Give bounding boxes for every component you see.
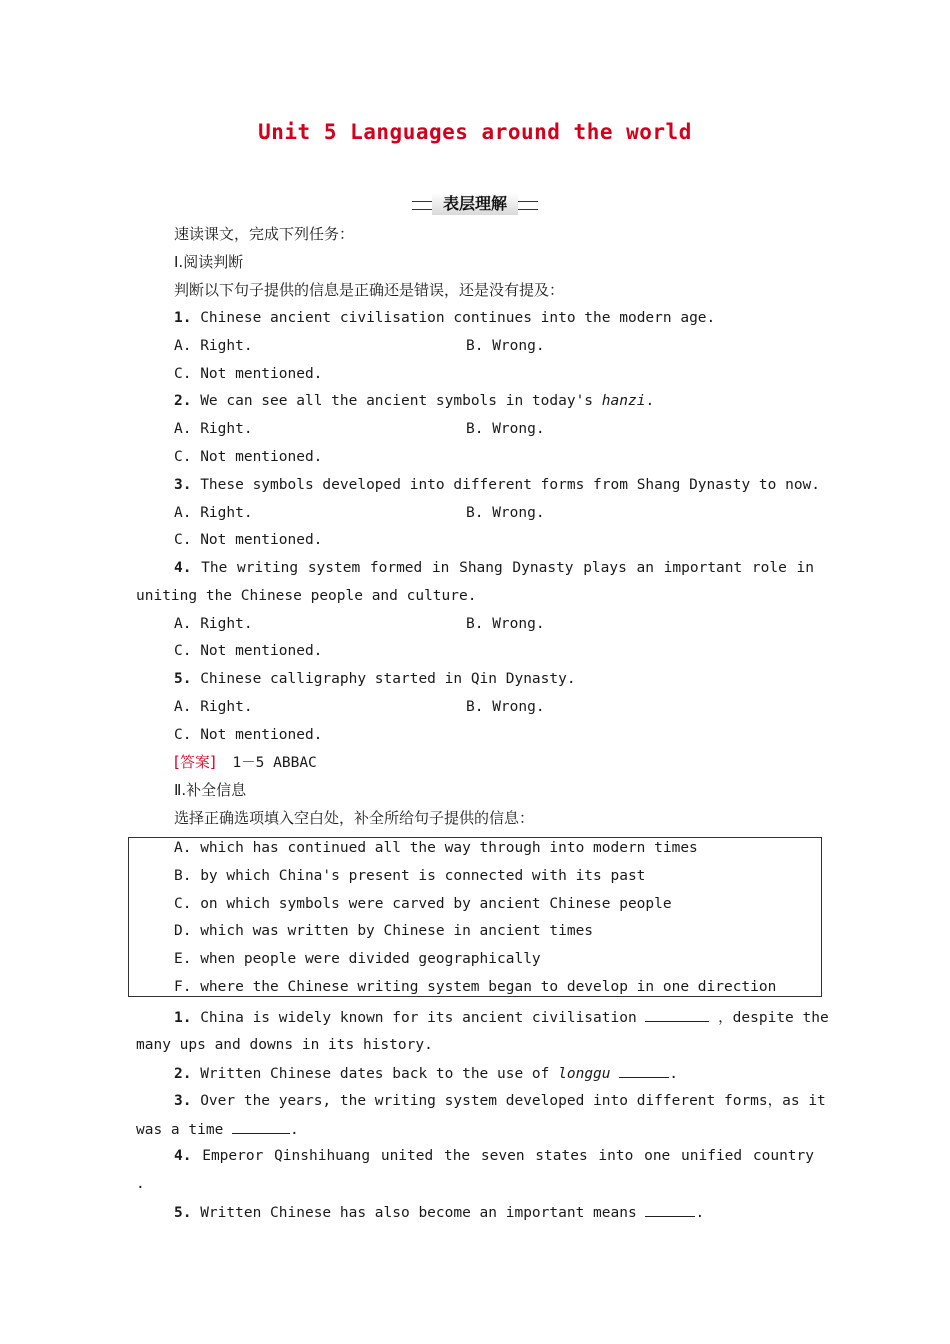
question-3 bbox=[174, 475, 820, 495]
sentence-text: Written Chinese dates back to the use of bbox=[200, 1066, 559, 1082]
choice-c: C. on which symbols were carved by ancient Chinese people bbox=[174, 896, 672, 912]
sentence-text: was a time bbox=[136, 1122, 224, 1138]
sentence-4 bbox=[174, 1146, 814, 1166]
sentence-number: 2. bbox=[174, 1066, 192, 1082]
question-5 bbox=[174, 669, 576, 689]
question-text-end: . bbox=[645, 393, 655, 409]
sentence-3 bbox=[174, 1091, 826, 1111]
choice-e: E. when people were divided geographically bbox=[174, 951, 541, 967]
option-c: C. Not mentioned. bbox=[174, 532, 323, 548]
sentence-text: Over the years, the writing system developed into different forms，as it bbox=[200, 1093, 826, 1109]
option-b: B. Wrong. bbox=[466, 616, 545, 632]
option-a: A. Right. bbox=[174, 505, 253, 521]
sentence-text: Emperor Qinshihuang united the seven states into one unified country bbox=[202, 1148, 814, 1164]
part1-instruction: 判断以下句子提供的信息是正确还是错误，还是没有提及： bbox=[174, 281, 565, 299]
sentence-4-continued: . bbox=[136, 1176, 145, 1192]
option-b: B. Wrong. bbox=[466, 421, 545, 437]
option-c: C. Not mentioned. bbox=[174, 727, 323, 743]
options-box bbox=[128, 837, 822, 997]
question-4 bbox=[174, 558, 814, 578]
answer-line bbox=[174, 752, 317, 773]
part1-heading: Ⅰ.阅读判断 bbox=[174, 253, 244, 271]
sentence-text-end: ，despite the bbox=[718, 1010, 829, 1026]
answer-blank[interactable] bbox=[645, 1007, 709, 1022]
option-c: C. Not mentioned. bbox=[174, 643, 323, 659]
intro-text: 速读课文，完成下列任务： bbox=[174, 225, 355, 243]
answer-tag: [答案] bbox=[174, 753, 216, 771]
sentence-text: China is widely known for its ancient civilisation bbox=[200, 1010, 637, 1026]
banner-left-rule bbox=[412, 201, 432, 210]
option-b: B. Wrong. bbox=[466, 505, 545, 521]
choice-f: F. where the Chinese writing system began to develop in one direction bbox=[174, 979, 777, 995]
question-2 bbox=[174, 391, 654, 411]
section-banner bbox=[412, 193, 538, 215]
sentence-number: 1. bbox=[174, 1010, 192, 1026]
section-label: 表层理解 bbox=[432, 193, 518, 215]
option-a: A. Right. bbox=[174, 421, 253, 437]
sentence-number: 5. bbox=[174, 1205, 192, 1221]
option-a: A. Right. bbox=[174, 338, 253, 354]
question-number: 4. bbox=[174, 560, 192, 576]
sentence-2 bbox=[174, 1063, 678, 1084]
sentence-text-end: . bbox=[669, 1066, 678, 1082]
option-a: A. Right. bbox=[174, 699, 253, 715]
question-4-continued: uniting the Chinese people and culture. bbox=[136, 588, 477, 604]
banner-right-rule bbox=[518, 201, 538, 210]
answer-blank[interactable] bbox=[619, 1063, 669, 1078]
question-text: The writing system formed in Shang Dynasty plays an important role in bbox=[201, 560, 814, 576]
question-italic: hanzi bbox=[601, 393, 646, 409]
sentence-3-continued bbox=[136, 1119, 299, 1140]
choice-d: D. which was written by Chinese in ancient times bbox=[174, 923, 594, 939]
sentence-text-end: . bbox=[290, 1122, 299, 1138]
question-text: These symbols developed into different forms from Shang Dynasty to now. bbox=[200, 477, 821, 493]
question-text: We can see all the ancient symbols in today's bbox=[200, 393, 602, 409]
sentence-5 bbox=[174, 1202, 704, 1223]
question-text: Chinese ancient civilisation continues into the modern age. bbox=[200, 310, 716, 326]
question-number: 5. bbox=[174, 671, 192, 687]
option-b: B. Wrong. bbox=[466, 699, 545, 715]
option-a: A. Right. bbox=[174, 616, 253, 632]
part2-instruction: 选择正确选项填入空白处，补全所给句子提供的信息： bbox=[174, 809, 535, 827]
answer-text: 1－5 ABBAC bbox=[232, 755, 317, 771]
sentence-italic: longgu bbox=[558, 1066, 611, 1082]
question-text: Chinese calligraphy started in Qin Dynasty. bbox=[200, 671, 576, 687]
answer-blank[interactable] bbox=[645, 1202, 695, 1217]
question-1 bbox=[174, 308, 715, 328]
choice-b: B. by which China's present is connected with its past bbox=[174, 868, 646, 884]
choice-a: A. which has continued all the way through into modern times bbox=[174, 840, 698, 856]
page-title: Unit 5 Languages around the world bbox=[258, 120, 692, 144]
option-c: C. Not mentioned. bbox=[174, 366, 323, 382]
option-c: C. Not mentioned. bbox=[174, 449, 323, 465]
sentence-1 bbox=[174, 1007, 829, 1028]
question-number: 1. bbox=[174, 310, 192, 326]
sentence-text: Written Chinese has also become an important means bbox=[200, 1205, 637, 1221]
sentence-1-continued: many ups and downs in its history. bbox=[136, 1037, 433, 1053]
answer-blank[interactable] bbox=[232, 1119, 290, 1134]
option-b: B. Wrong. bbox=[466, 338, 545, 354]
part2-heading: Ⅱ.补全信息 bbox=[174, 781, 247, 799]
sentence-number: 3. bbox=[174, 1093, 192, 1109]
sentence-number: 4. bbox=[174, 1148, 192, 1164]
question-number: 3. bbox=[174, 477, 192, 493]
sentence-text-end: . bbox=[695, 1205, 705, 1221]
question-number: 2. bbox=[174, 393, 192, 409]
